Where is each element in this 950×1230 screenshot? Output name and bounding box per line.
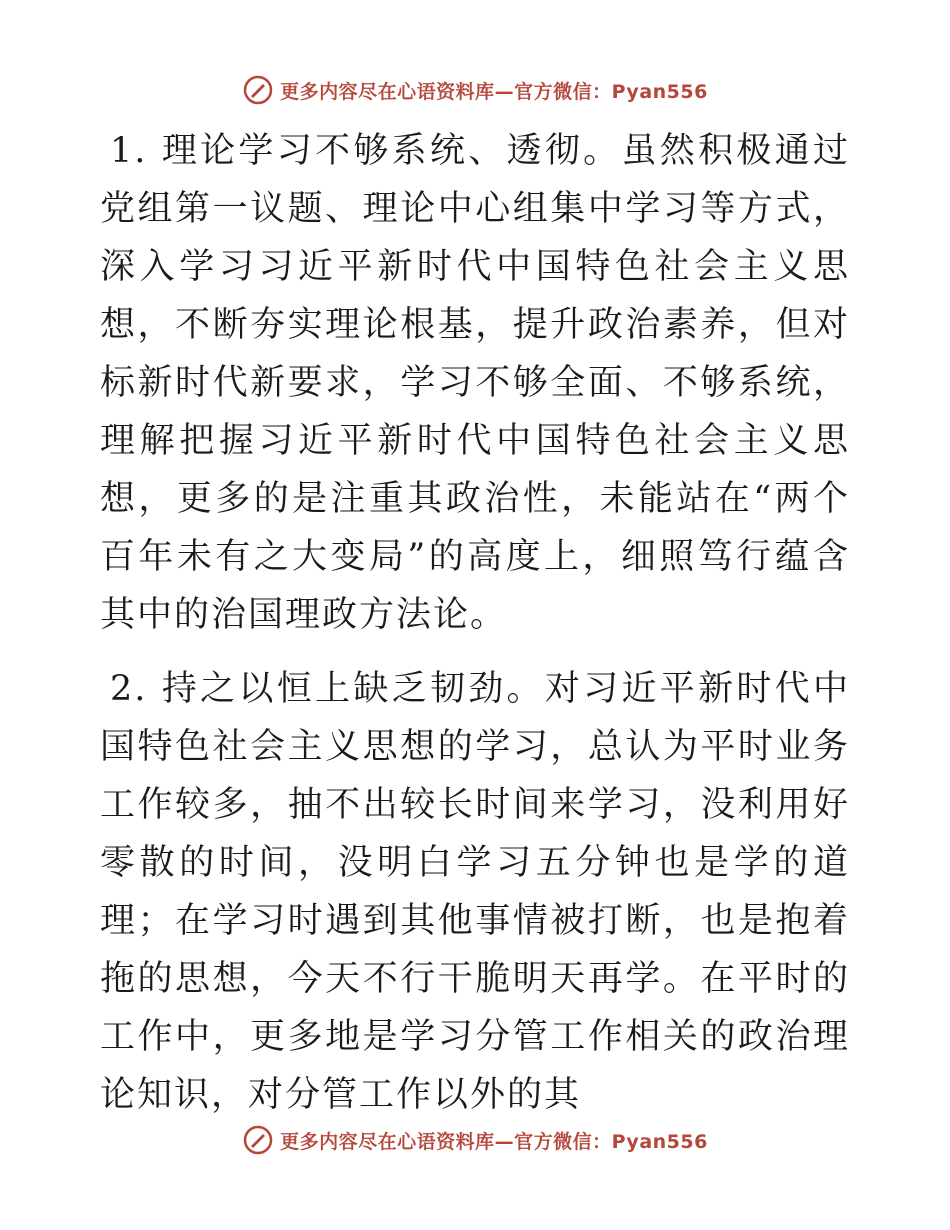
document-body (100, 122, 850, 1124)
paragraph-1 (100, 122, 850, 644)
header-watermark (0, 74, 950, 106)
watermark-text: 更多内容尽在心语资料库—官方微信：Pyan556 (280, 1130, 708, 1153)
paragraph-1-text: 1. 理论学习不够系统、透彻。虽然积极通过党组第一议题、理论中心组集中学习等方式，深入学习习近平新时代中国特色社会主义思想，不断夯实理论根基，提升政治素养，但对标新时代新要求，学习不够全面、不够系统，理解把握习近平新时代中国特色社会主义思想，更多的是注重其政治性，未能站在“两个百年未有之大变局”的高度上，细照笃行蕴含其中的治国理政方法论。 (100, 131, 850, 635)
brand-logo-icon (242, 74, 274, 106)
brand-logo-icon (242, 1124, 274, 1156)
watermark-text: 更多内容尽在心语资料库—官方微信：Pyan556 (280, 80, 708, 103)
paragraph-2 (100, 660, 850, 1124)
paragraph-2-text: 2. 持之以恒上缺乏韧劲。对习近平新时代中国特色社会主义思想的学习，总认为平时业务工作较多，抽不出较长时间来学习，没利用好零散的时间，没明白学习五分钟也是学的道理；在学习时遇到其他事情被打断，也是抱着拖的思想，今天不行干脆明天再学。在平时的工作中，更多地是学习分管工作相关的政治理论知识，对分管工作以外的其 (100, 669, 850, 1115)
footer-watermark (0, 1124, 950, 1156)
